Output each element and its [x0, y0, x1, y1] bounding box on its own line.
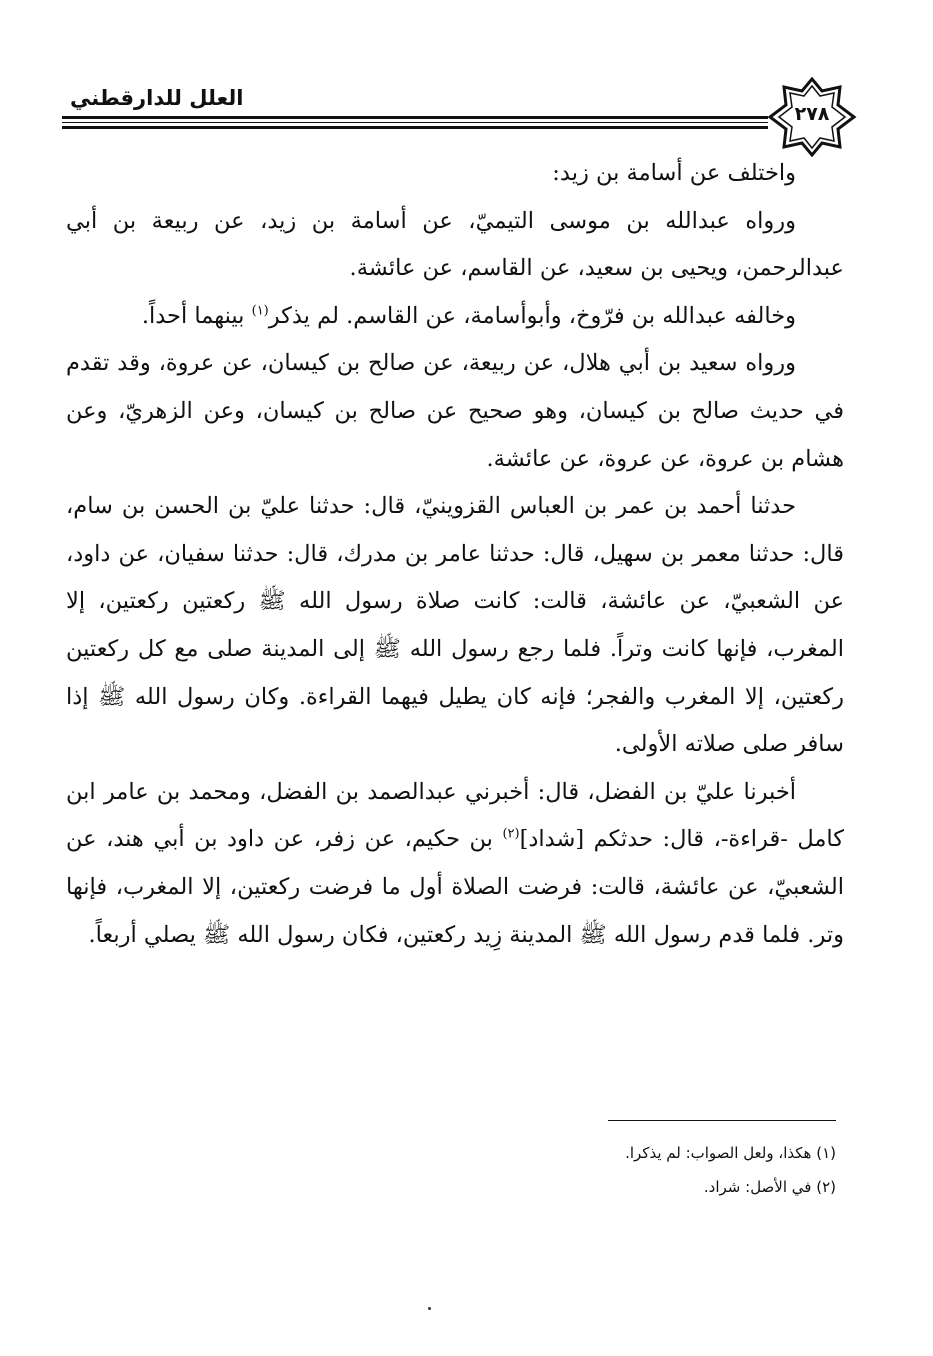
page-header — [62, 72, 862, 152]
page-number-badge — [766, 77, 858, 157]
footnote-separator — [608, 1120, 836, 1121]
paragraph — [66, 293, 844, 341]
scan-speck — [428, 1307, 431, 1310]
bracket: ] — [519, 826, 529, 853]
paragraph: واختلف عن أسامة بن زيد: — [552, 160, 796, 186]
paragraph: ورواه سعيد بن أبي هلال، عن ربيعة، عن صالح بن كيسان، عن عروة، وقد تقدم في حديث صالح بن كيسان، وهو صحيح عن صالح بن كيسان، وعن الزهريّ، وعن هشام بن عروة، عن عروة، عن عائشة. — [66, 350, 844, 472]
paragraph-text: وخالفه عبدالله بن فرّوخ، وأبوأسامة، عن القاسم. لم يذكر — [268, 302, 796, 329]
paragraph — [66, 769, 844, 959]
paragraph-text: بينهما أحداً. — [141, 302, 252, 329]
book-title: العلل للدارقطني — [70, 86, 244, 110]
header-rule — [62, 116, 768, 130]
paragraph: ورواه عبدالله بن موسى التيميّ، عن أسامة بن زيد، عن ربيعة بن أبي عبدالرحمن، ويحيى بن سعيد، عن القاسم، عن عائشة. — [66, 207, 844, 282]
page-number: ٢٧٨ — [794, 103, 830, 125]
bracketed-word: شداد — [528, 826, 576, 853]
paragraph-text: أخبرنا عليّ بن الفضل، قال: أخبرني عبدالصمد بن الفضل، ومحمد بن عامر ابن كامل -قراءة-، قال: حدثكم — [66, 778, 844, 853]
bracket: [ — [575, 826, 594, 853]
main-text — [66, 150, 844, 959]
footnote: (٢) في الأصل: شراد. — [703, 1178, 836, 1196]
paragraph: حدثنا أحمد بن عمر بن العباس القزوينيّ، قال: حدثنا عليّ بن الحسن بن سام، قال: حدثنا معمر بن سهيل، قال: حدثنا عامر بن مدرك، قال: حدثنا سفيان، عن داود، عن الشعبيّ، عن عائشة، قالت: كانت صلاة رسول الله ﷺ ركعتين ركعتين، إلا المغرب، فإنها كانت وتراً. فلما رجع رسول الله ﷺ إلى المدينة صلى مع كل ركعتين ركعتين، إلا المغرب والفجر؛ فإنه كان يطيل فيهما القراءة. وكان رسول الله ﷺ إذا سافر صلى صلاته الأولى. — [66, 493, 844, 758]
footnote: (١) هكذا، ولعل الصواب: لم يذكرا. — [625, 1144, 836, 1162]
footnote-ref: (٢) — [502, 826, 520, 842]
footnote-ref: (١) — [251, 303, 269, 319]
footnotes — [300, 1136, 836, 1204]
paragraph-text: بن حكيم، عن زفر، عن داود بن أبي هند، عن الشعبيّ، عن عائشة، قالت: فرضت الصلاة أول ما فرضت ركعتين، إلا المغرب، فإنها وتر. فلما قدم رسول الله ﷺ المدينة زِيد ركعتين، فكان رسول الله ﷺ يصلي أربعاً. — [66, 826, 844, 948]
